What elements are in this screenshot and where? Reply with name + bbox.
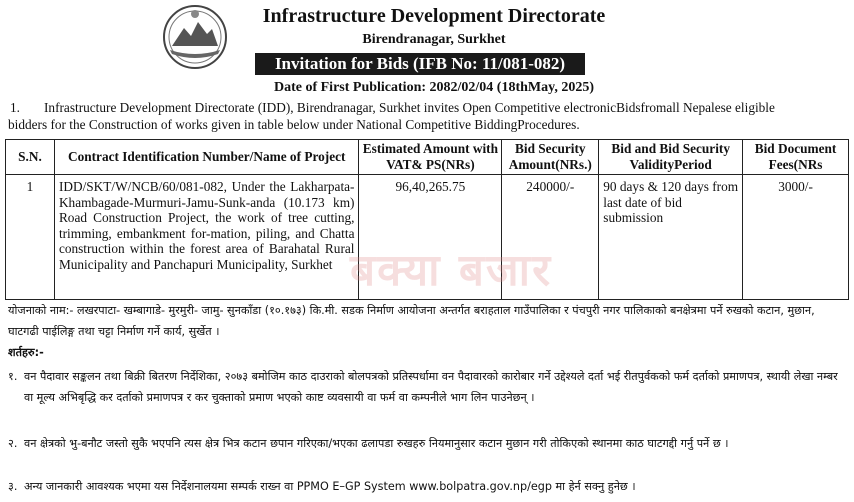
- intro-number: 1.: [10, 100, 20, 115]
- ifb-number-bar: Invitation for Bids (IFB No: 11/081-082): [255, 53, 585, 75]
- cell-fee: 3000/-: [743, 175, 849, 300]
- condition-item-2: [8, 433, 850, 454]
- condition-number: ३.: [8, 480, 18, 493]
- header-fee: Bid Document Fees(NRs: [743, 140, 849, 175]
- bid-table: [5, 139, 849, 300]
- intro-paragraph: [8, 99, 846, 133]
- nepali-project-description: योजनाको नाम:- लखरपाटा- खम्बागाडे- मुरमुरी- जामु- सुनकाँडा (१०.१७३) कि.मी. सडक निर्माण आयोजना अन्तर्गत बराहताल गाउँपालिका र पंचपुरी नगर पालिकाको बनक्षेत्रमा पर्ने रुखको कटान, मुछान, घाटगढी पाईलिङ्ग तथा चट्टा निर्माण गर्ने कार्य, सुर्खेत ।: [8, 304, 815, 338]
- watermark-text: बक्या बजार: [350, 245, 553, 296]
- header-amount: Estimated Amount with VAT& PS(NRs): [359, 140, 502, 175]
- cell-security: 240000/-: [502, 175, 599, 300]
- cell-project: IDD/SKT/W/NCB/60/081-082, Under the Lakharpata-Khambagade-Murmuri-Jamu-Sunk-anda (10.173 km) Road Construction Project, the work of tree cutting, trimming, embankment for-mation, piling, and Chatta construction within the forest area of Barahatal Rural Municipality and Panchapuri Municipality, Surkhet: [54, 175, 359, 300]
- condition-text: वन क्षेत्रको भु-बनौट जस्तो सुकै भएपनि त्यस क्षेत्र भित्र कटान छपान गरिएका/भएका ढलापडा रुखहरु नियमानुसार कटान मुछान गरी तोकिएको स्थानमा काठ घाटगद्दी गर्नु पर्ने छ ।: [24, 437, 729, 450]
- intro-text-line2: bidders for the Construction of works given in table below under National Competitive BiddingProcedures.: [8, 117, 580, 132]
- header-security: Bid Security Amount(NRs.): [502, 140, 599, 175]
- condition-item-3: [8, 476, 850, 497]
- first-publication-date: Date of First Publication: 2082/02/04 (18thMay, 2025): [273, 80, 595, 95]
- condition-text: अन्य जानकारी आवश्यक भएमा यस निर्देशनालयमा सम्पर्क राख्न वा PPMO E–GP System www.bolpatra.gov.np/egp मा हेर्न सक्नु हुनेछ ।: [24, 480, 636, 493]
- header-title: Infrastructure Development Directorate: [262, 5, 606, 27]
- condition-item-1: [8, 366, 850, 408]
- header-project: Contract Identification Number/Name of Project: [54, 140, 359, 175]
- table-row: [6, 175, 849, 300]
- header-location: Birendranagar, Surkhet: [362, 32, 506, 47]
- cell-amount: 96,40,265.75: [359, 175, 502, 300]
- condition-text: वन पैदावार सङ्कलन तथा बिक्री बितरण निर्देशिका, २०७३ बमोजिम काठ दाउराको बोलपत्रको प्रतिस्पर्धामा वन पैदावारको कारोबार गर्ने उद्देश्यले दर्ता भई रीतपुर्वकको फर्म दर्ताको प्रमाणपत्र, स्थायी लेखा नम्बर वा मूल्य अभिबृद्धि कर दर्ताको प्रमाणपत्र र कर चुक्ताको प्रमाण भएको काष्ट व्यवसायी वा फर्म वा कम्पनीले भाग लिन पाउनेछन् ।: [24, 370, 838, 404]
- cell-sn: 1: [6, 175, 55, 300]
- intro-text-line1: Infrastructure Development Directorate (IDD), Birendranagar, Surkhet invites Open Competitive electronicBidsfromall Nepalese eligible: [44, 100, 775, 115]
- condition-number: १.: [8, 370, 18, 383]
- header-sn: S.N.: [6, 140, 55, 175]
- table-header-row: [6, 140, 849, 175]
- header-validity: Bid and Bid Security ValidityPeriod: [599, 140, 743, 175]
- conditions-heading: शर्तहरु:-: [8, 346, 44, 359]
- condition-number: २.: [8, 437, 18, 450]
- cell-validity: 90 days & 120 days from last date of bid submission: [599, 175, 743, 300]
